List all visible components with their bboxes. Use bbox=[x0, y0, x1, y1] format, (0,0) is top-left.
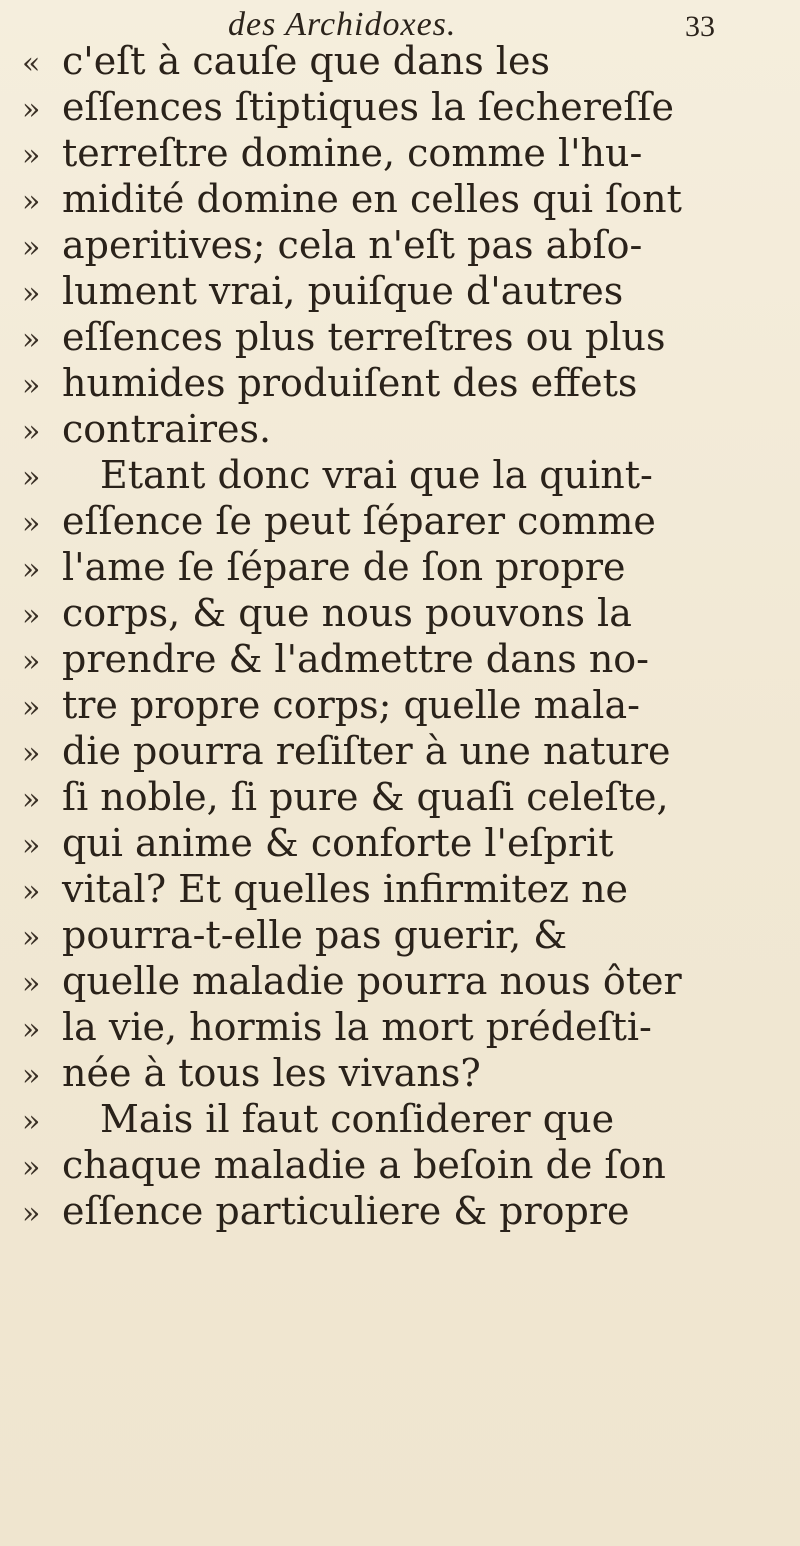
quote-mark: » bbox=[22, 828, 41, 863]
quote-mark: » bbox=[22, 368, 41, 403]
quote-mark: » bbox=[22, 1150, 41, 1185]
line-text: contraires. bbox=[62, 407, 272, 451]
line-text: la vie, hormis la mort prédeſti- bbox=[62, 1005, 652, 1049]
quote-mark: » bbox=[22, 966, 41, 1001]
quote-mark: » bbox=[22, 690, 41, 725]
line-text: quelle maladie pourra nous ôter bbox=[62, 959, 682, 1003]
line-text: tre propre corps; quelle mala- bbox=[62, 683, 640, 727]
line-text: eſſence ſe peut ſéparer comme bbox=[62, 499, 656, 543]
line-text: terreſtre domine, comme l'hu- bbox=[62, 131, 643, 175]
quote-mark: » bbox=[22, 598, 41, 633]
quote-mark: » bbox=[22, 460, 41, 495]
line-text: Etant donc vrai que la quint- bbox=[100, 453, 653, 497]
quote-mark: » bbox=[22, 782, 41, 817]
line-text: die pourra reſiſter à une nature bbox=[62, 729, 671, 773]
quote-mark: » bbox=[22, 1196, 41, 1231]
line-text: midité domine en celles qui ſont bbox=[62, 177, 682, 221]
line-text: eſſences ſtiptiques la ſechereſſe bbox=[62, 85, 674, 129]
line-text: vital? Et quelles infirmitez ne bbox=[62, 867, 629, 911]
quote-mark: » bbox=[22, 1104, 41, 1139]
running-title: des Archidoxes. bbox=[228, 6, 457, 43]
quote-mark: » bbox=[22, 322, 41, 357]
quote-mark: » bbox=[22, 920, 41, 955]
line-text: qui anime & conforte l'eſprit bbox=[62, 821, 614, 865]
quote-mark: » bbox=[22, 276, 41, 311]
quote-mark: » bbox=[22, 230, 41, 265]
quote-mark: » bbox=[22, 552, 41, 587]
quote-mark: » bbox=[22, 414, 41, 449]
quote-mark: » bbox=[22, 874, 41, 909]
quote-mark: » bbox=[22, 1058, 41, 1093]
line-text: humides produiſent des effets bbox=[62, 361, 638, 405]
line-text: eſſences plus terreſtres ou plus bbox=[62, 315, 666, 359]
page-number: 33 bbox=[685, 10, 715, 43]
line-text: Mais il faut conſiderer que bbox=[100, 1097, 615, 1141]
quote-mark: » bbox=[22, 506, 41, 541]
line-text: née à tous les vivans? bbox=[62, 1051, 481, 1095]
quote-mark: « bbox=[22, 46, 41, 81]
line-text: corps, & que nous pouvons la bbox=[62, 591, 632, 635]
quote-mark: » bbox=[22, 138, 41, 173]
line-text: aperitives; cela n'eſt pas abſo- bbox=[62, 223, 643, 267]
quote-mark: » bbox=[22, 1012, 41, 1047]
line-text: chaque maladie a beſoin de ſon bbox=[62, 1143, 666, 1187]
line-text: ſi noble, ſi pure & quaſi celeſte, bbox=[62, 775, 669, 819]
line-text: prendre & l'admettre dans no- bbox=[62, 637, 650, 681]
line-text: pourra-t-elle pas guerir, & bbox=[62, 913, 568, 957]
line-text: eſſence particuliere & propre bbox=[62, 1189, 630, 1233]
line-text: c'eſt à cauſe que dans les bbox=[62, 39, 550, 83]
line-text: l'ame ſe ſépare de ſon propre bbox=[62, 545, 626, 589]
line-text: lument vrai, puiſque d'autres bbox=[62, 269, 624, 313]
quote-mark: » bbox=[22, 92, 41, 127]
quote-mark: » bbox=[22, 184, 41, 219]
quote-mark: » bbox=[22, 736, 41, 771]
quote-mark: » bbox=[22, 644, 41, 679]
